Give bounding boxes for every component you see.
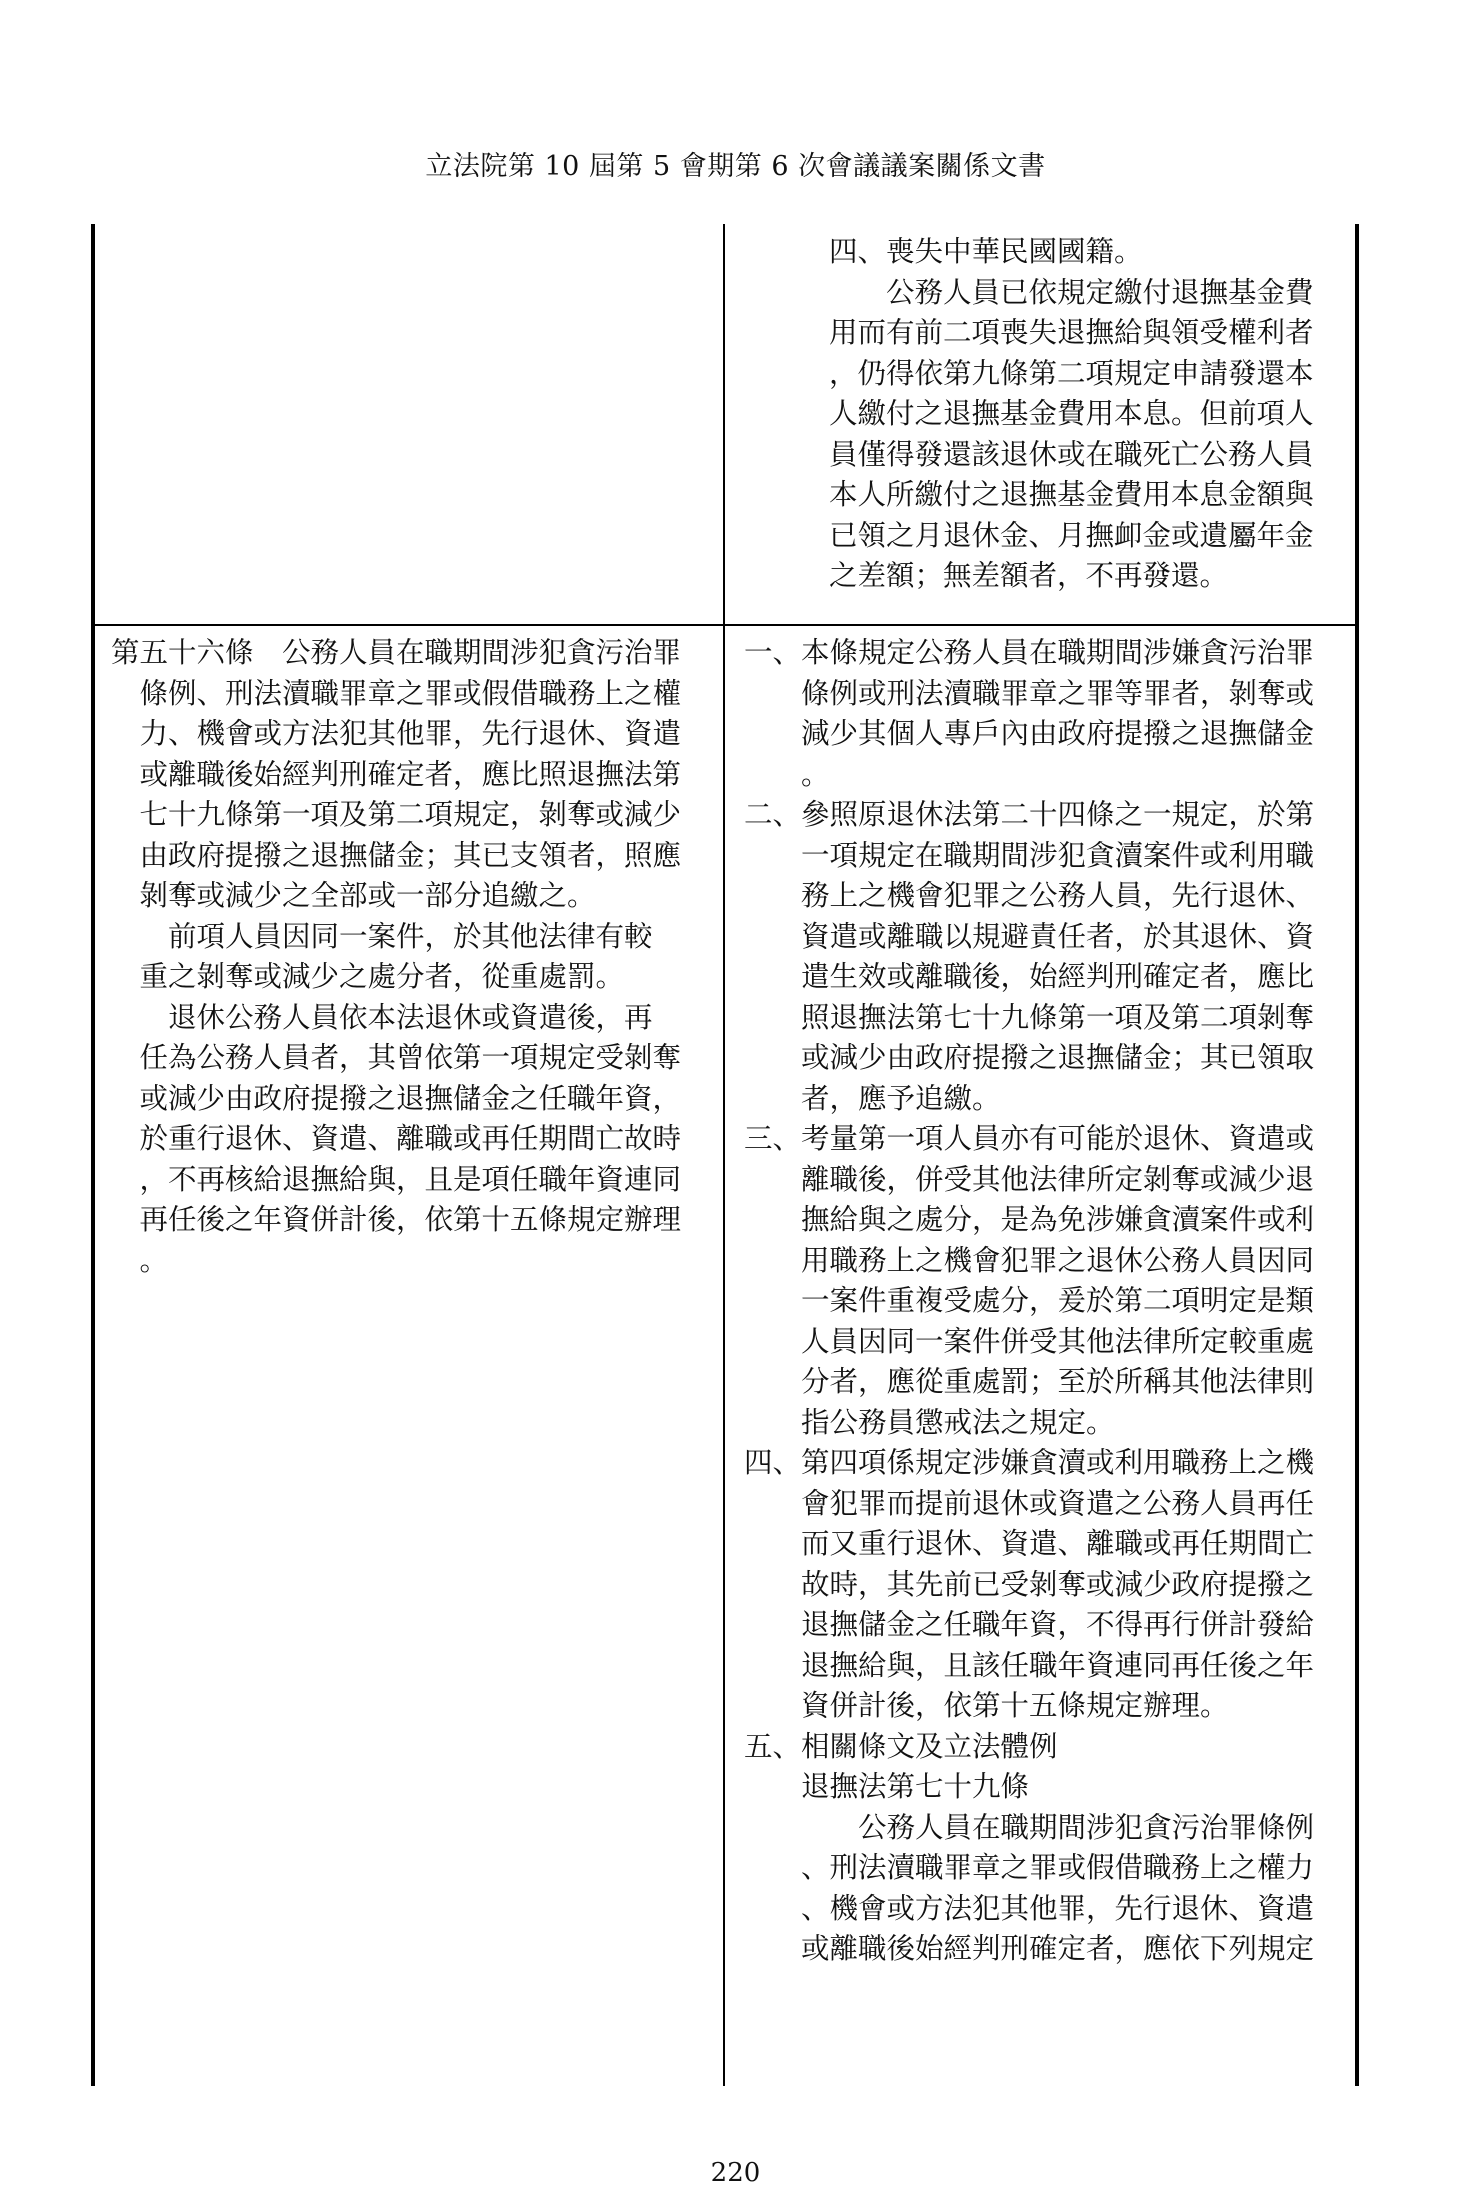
text-line: 力、機會或方法犯其他罪，先行退休、資遣 bbox=[111, 717, 682, 750]
top-row-right-cell bbox=[829, 232, 1314, 597]
text-line: 務上之機會犯罪之公務人員，先行退休、 bbox=[744, 879, 1315, 912]
text-line: ，不再核給退撫給與，且是項任職年資連同 bbox=[111, 1162, 682, 1196]
text-line: 前項人員因同一案件，於其他法律有較 bbox=[111, 919, 653, 953]
text-line: 員僅得發還該退休或在職死亡公務人員 bbox=[829, 437, 1314, 471]
text-line: 離職後，併受其他法律所定剝奪或減少退 bbox=[744, 1162, 1315, 1196]
text-line: 故時，其先前已受剝奪或減少政府提撥之 bbox=[744, 1567, 1315, 1601]
text-line: 已領之月退休金、月撫卹金或遺屬年金 bbox=[829, 518, 1314, 552]
text-line: 公務人員在職期間涉犯貪污治罪條例 bbox=[744, 1810, 1315, 1844]
text-line: 之差額；無差額者，不再發還。 bbox=[829, 559, 1229, 592]
text-line: 指公務員懲戒法之規定。 bbox=[744, 1405, 1115, 1439]
text-line: 人員因同一案件併受其他法律所定較重處 bbox=[744, 1324, 1315, 1358]
text-line: 或離職後始經判刑確定者，應比照退撫法第 bbox=[111, 757, 682, 791]
text-line: 照退撫法第七十九條第一項及第二項剝奪 bbox=[744, 1000, 1315, 1034]
text-line: 五、相關條文及立法體例 bbox=[744, 1729, 1058, 1763]
text-line: 第五十六條 公務人員在職期間涉犯貪污治罪 bbox=[111, 636, 682, 669]
table-column-divider bbox=[723, 224, 725, 2086]
text-line: 而又重行退休、資遣、離職或再任期間亡 bbox=[744, 1527, 1315, 1560]
text-line: 人繳付之退撫基金費用本息。但前項人 bbox=[829, 397, 1314, 430]
text-line: 退休公務人員依本法退休或資遣後，再 bbox=[111, 1000, 653, 1034]
text-line: 或離職後始經判刑確定者，應依下列規定 bbox=[744, 1932, 1315, 1965]
text-line: 由政府提撥之退撫儲金；其已支領者，照應 bbox=[111, 838, 682, 872]
text-line: 者，應予追繳。 bbox=[744, 1081, 1001, 1115]
text-line: 或減少由政府提撥之退撫儲金之任職年資， bbox=[111, 1081, 682, 1115]
text-line: 二、參照原退休法第二十四條之一規定，於第 bbox=[744, 798, 1315, 831]
text-line: 四、第四項係規定涉嫌貪瀆或利用職務上之機 bbox=[744, 1446, 1315, 1479]
table-row-divider bbox=[91, 624, 1359, 626]
text-line: 三、考量第一項人員亦有可能於退休、資遣或 bbox=[744, 1122, 1315, 1155]
text-line: 條例或刑法瀆職罪章之罪等罪者，剝奪或 bbox=[744, 676, 1315, 710]
text-line: 一項規定在職期間涉犯貪瀆案件或利用職 bbox=[744, 838, 1315, 872]
text-line: 一案件重複受處分，爰於第二項明定是類 bbox=[744, 1284, 1315, 1317]
text-line: 於重行退休、資遣、離職或再任期間亡故時 bbox=[111, 1122, 682, 1155]
text-line: 退撫法第七十九條 bbox=[744, 1770, 1030, 1803]
page-number: 220 bbox=[710, 2158, 761, 2188]
text-line: 撫給與之處分，是為免涉嫌貪瀆案件或利 bbox=[744, 1203, 1315, 1236]
text-line: 資遣或離職以規避責任者，於其退休、資 bbox=[744, 919, 1315, 953]
text-line: 一、本條規定公務人員在職期間涉嫌貪污治罪 bbox=[744, 636, 1315, 669]
text-line: 剝奪或減少之全部或一部分追繳之。 bbox=[111, 879, 596, 912]
article-56-explanation bbox=[744, 633, 1314, 1970]
text-line: 遣生效或離職後，始經判刑確定者，應比 bbox=[744, 960, 1315, 993]
text-line: 用而有前二項喪失退撫給與領受權利者 bbox=[829, 316, 1314, 349]
text-line: 、機會或方法犯其他罪，先行退休、資遣 bbox=[744, 1891, 1315, 1925]
text-line: 四、喪失中華民國國籍。 bbox=[829, 235, 1143, 268]
text-line: 條例、刑法瀆職罪章之罪或假借職務上之權 bbox=[111, 676, 682, 710]
text-line: 退撫儲金之任職年資，不得再行併計發給 bbox=[744, 1608, 1315, 1641]
text-line: 會犯罪而提前退休或資遣之公務人員再任 bbox=[744, 1486, 1315, 1520]
text-line: 、刑法瀆職罪章之罪或假借職務上之權力 bbox=[744, 1851, 1315, 1884]
table-left-border bbox=[91, 224, 95, 2086]
text-line: 。 bbox=[111, 1243, 169, 1277]
text-line: ，仍得依第九條第二項規定申請發還本 bbox=[829, 356, 1314, 390]
document-header: 立法院第 10 屆第 5 會期第 6 次會議議案關係文書 bbox=[425, 151, 1046, 182]
text-line: 再任後之年資併計後，依第十五條規定辦理 bbox=[111, 1203, 682, 1236]
text-line: 公務人員已依規定繳付退撫基金費 bbox=[829, 275, 1314, 309]
text-line: 減少其個人專戶內由政府提撥之退撫儲金 bbox=[744, 717, 1315, 750]
article-56-text bbox=[111, 633, 681, 1281]
text-line: 。 bbox=[744, 757, 830, 791]
table-right-border bbox=[1355, 224, 1359, 2086]
text-line: 任為公務人員者，其曾依第一項規定受剝奪 bbox=[111, 1041, 682, 1074]
text-line: 七十九條第一項及第二項規定，剝奪或減少 bbox=[111, 798, 682, 831]
text-line: 重之剝奪或減少之處分者，從重處罰。 bbox=[111, 960, 625, 993]
text-line: 本人所繳付之退撫基金費用本息金額與 bbox=[829, 478, 1314, 511]
text-line: 資併計後，依第十五條規定辦理。 bbox=[744, 1689, 1229, 1722]
text-line: 分者，應從重處罰；至於所稱其他法律則 bbox=[744, 1365, 1315, 1398]
text-line: 用職務上之機會犯罪之退休公務人員因同 bbox=[744, 1243, 1315, 1277]
text-line: 退撫給與，且該任職年資連同再任後之年 bbox=[744, 1648, 1315, 1682]
text-line: 或減少由政府提撥之退撫儲金；其已領取 bbox=[744, 1041, 1315, 1074]
